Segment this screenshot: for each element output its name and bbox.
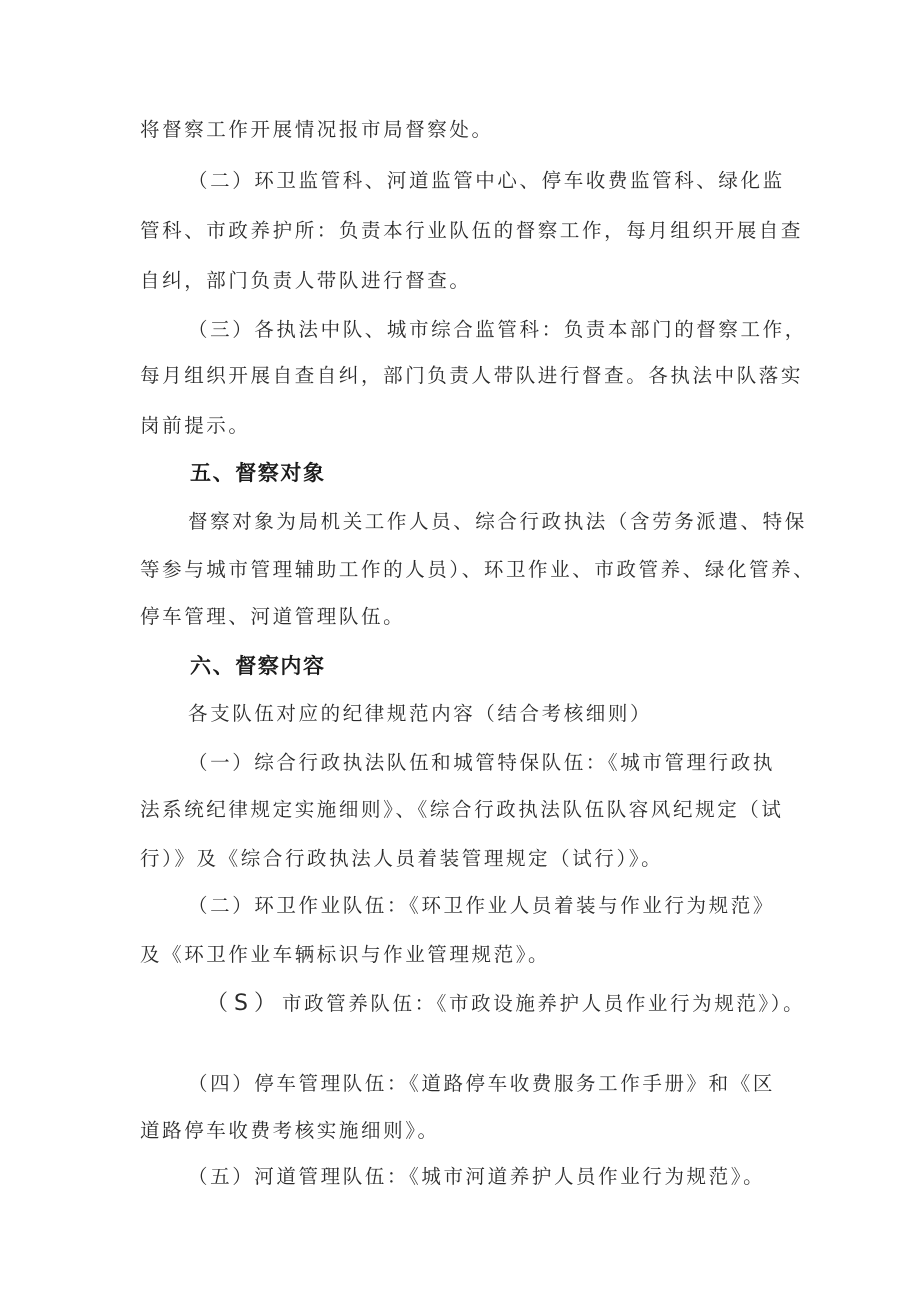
text-line: （二）环卫作业队伍：《环卫作业人员着装与作业行为规范》	[188, 894, 775, 917]
text-line: 等参与城市管理辅助工作的人员）、环卫作业、市政管养、绿化管养、	[140, 558, 816, 581]
text-line: 自纠，部门负责人带队进行督查。	[140, 269, 472, 292]
text-line: 停车管理、河道管理队伍。	[140, 605, 406, 628]
text-line: 法系统纪律规定实施细则》、《综合行政执法队伍队容风纪规定（试	[140, 798, 784, 821]
text-line: （五）河道管理队伍：《城市河道养护人员作业行为规范》。	[188, 1165, 766, 1188]
text-line: 督察对象为局机关工作人员、综合行政执法（含劳务派遣、特保	[188, 510, 807, 533]
text-line: 行）》及《综合行政执法人员着装管理规定（试行）》。	[140, 847, 664, 870]
text-line: （一）综合行政执法队伍和城管特保队伍：《城市管理行政执	[188, 751, 775, 774]
text-line: （二）环卫监管科、河道监管中心、停车收费监管科、绿化监	[188, 169, 785, 192]
text-line-s	[206, 990, 805, 1018]
list-marker: （S）	[206, 991, 282, 1016]
text-line: 及《环卫作业车辆标识与作业管理规范》。	[140, 943, 551, 966]
text-line: （三）各执法中队、城市综合监管科：负责本部门的督察工作，	[188, 318, 807, 341]
section-heading: 五、督察对象	[190, 461, 326, 485]
text-line: 管科、市政养护所：负责本行业队伍的督察工作，每月组织开展自查	[140, 219, 804, 242]
text-line: 将督察工作开展情况报市局督察处。	[140, 118, 494, 141]
text-line: 道路停车收费考核实施细则》。	[140, 1119, 440, 1142]
text-line-content: 市政管养队伍：《市政设施养护人员作业行为规范》）。	[281, 992, 806, 1015]
text-line: 岗前提示。	[140, 414, 251, 437]
text-line: 各支队伍对应的纪律规范内容（结合考核细则）	[188, 702, 653, 725]
text-line: 每月组织开展自查自纠，部门负责人带队进行督查。各执法中队落实	[140, 364, 804, 387]
text-line: （四）停车管理队伍：《道路停车收费服务工作手册》和《区	[188, 1072, 775, 1095]
section-heading: 六、督察内容	[190, 654, 326, 678]
